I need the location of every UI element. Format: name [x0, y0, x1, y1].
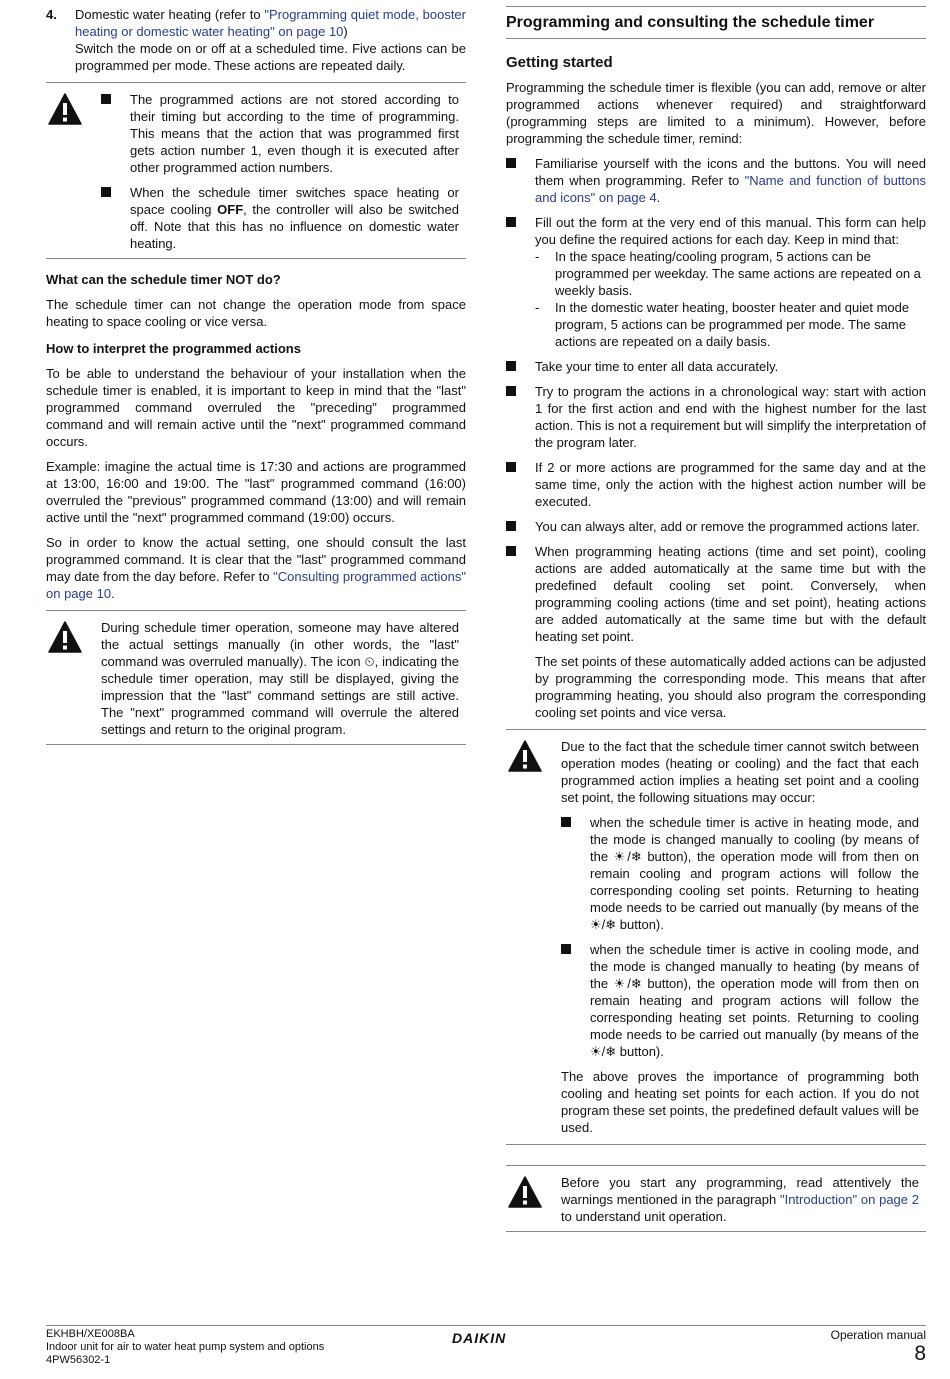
link-name-and-function[interactable]: "Name and function of buttons and icons" on page 4 — [535, 173, 926, 205]
bullet-item — [561, 941, 919, 1060]
schedule-timer-icon: ⏲ — [364, 654, 375, 669]
warning-box-manual-override — [46, 610, 466, 745]
bullet-item — [101, 184, 459, 252]
sub-title: Getting started — [506, 54, 613, 71]
bullet-icon — [506, 383, 535, 451]
list-item-4 — [46, 6, 466, 82]
bullet-text: If 2 or more actions are programmed for the same day and at the same time, only the action with the highest action number will be executed. — [535, 460, 926, 509]
heat-cool-icon: ☀/❄ — [613, 976, 642, 991]
heading-interpret: How to interpret the programmed actions — [46, 341, 301, 356]
item-lead-end: ) — [343, 24, 348, 39]
bullet-item — [506, 155, 926, 206]
dash-item: - In the space heating/cooling program, 5 actions can be programmed per weekday. The same actions are repeated on a weekly basis. — [535, 248, 926, 299]
warning-text: During schedule timer operation, someone may have altered the actual settings manually (in other words, the "last" command was overruled manually). The icon — [101, 620, 459, 669]
warning-text-end: to understand unit operation. — [561, 1209, 727, 1224]
footer-model: EKHBH/XE008BA — [46, 1328, 135, 1340]
bullet-icon — [101, 184, 130, 252]
dash-item: - In the domestic water heating, booster heater and quiet mode program, 5 actions can be programmed per mode. The same actions are repeated on a daily basis. — [535, 299, 926, 350]
item-lead: Domestic water heating (refer to — [75, 7, 265, 22]
bullet-text: Fill out the form at the very end of this manual. This form can help you define the required actions for each day. Keep in mind that: — [535, 215, 926, 247]
bullet-item — [506, 358, 926, 375]
para-consult-text: So in order to know the actual setting, one should consult the last programmed command. It is clear that the "last" programmed command may date from the day before. Refer to — [46, 535, 466, 584]
footer-left — [46, 1328, 324, 1367]
bullet-icon — [561, 941, 590, 1060]
bullet-text: Take your time to enter all data accurately. — [535, 359, 779, 374]
warning-text: Before you start any programming, read attentively the warnings mentioned in the paragraph — [561, 1175, 919, 1207]
section-title: Programming and consulting the schedule timer — [506, 6, 926, 39]
bullet-text: when the schedule timer is active in heating mode, and the mode is changed manually to cooling (by means of the — [590, 815, 919, 864]
dash-text: In the space heating/cooling program, 5 actions can be programmed per weekday. The same actions are repeated on a weekly basis. — [555, 249, 921, 298]
para-consult — [46, 534, 466, 602]
bullet-text: When the schedule timer switches space heating or space cooling — [130, 185, 459, 217]
heat-cool-icon: ☀/❄ — [613, 849, 642, 864]
footer-right — [831, 1328, 926, 1366]
footer-doc-code: 4PW56302-1 — [46, 1354, 111, 1366]
heat-cool-icon: ☀/❄ — [590, 917, 617, 932]
bullet-text: Try to program the actions in a chronological way: start with action 1 for the first action and end with the highest number for the last action. This is not a requirement but will simplify the interpretation of the program later. — [535, 384, 926, 450]
bullet-text: button). — [616, 917, 664, 932]
item-text: Switch the mode on or off at a scheduled time. Five actions can be programmed per mode. These actions are repeated daily. — [75, 41, 466, 73]
bullet-icon — [506, 358, 535, 375]
bullet-text: button), the operation mode will from then on remain cooling and program actions will follow the corresponding cooling set points. Returning to heating mode needs to be carried out manually (by means of the — [590, 849, 919, 915]
link-consulting-programmed-actions[interactable]: "Consulting programmed actions" on page 10 — [46, 569, 467, 601]
bullet-subpara: The set points of these automatically added actions can be adjusted by programming the corresponding mode. This means that after programming heating, you should also program the corresponding cooling set points and vice versa. — [535, 654, 926, 720]
bullet-text-end: . — [656, 190, 661, 205]
para-example: Example: imagine the actual time is 17:30 and actions are programmed at 13:00, 16:00 and 19:00. The "last" programmed command (16:00) overruled the "previous" programmed command (13:00) and will remain active until the "next" programmed command (19:00) occurs. — [46, 459, 466, 525]
bullet-item — [101, 91, 459, 176]
footer-divider — [46, 1325, 926, 1326]
bold-off: OFF — [217, 202, 244, 217]
intro-para: Programming the schedule timer is flexible (you can add, remove or alter programmed actions whenever required) and straightforward (programming steps are limited to a minimum). However, before programming the schedule timer, remind: — [506, 80, 926, 146]
bullet-text-end: , the controller will also be switched off. Note that this has no influence on domestic water heating. — [130, 202, 459, 251]
brand-logo: DAIKIN — [452, 1330, 507, 1346]
bullet-item — [506, 214, 926, 350]
link-introduction[interactable]: "Introduction" on page 2 — [779, 1192, 919, 1207]
bullet-icon — [506, 459, 535, 510]
right-column — [506, 6, 926, 1244]
link-programming-quiet-mode[interactable]: "Programming quiet mode, booster heating or domestic water heating" on page 10 — [75, 7, 466, 39]
warning-icon — [506, 1174, 561, 1225]
warning-box-before-programming — [506, 1165, 926, 1232]
bullet-text: The programmed actions are not stored according to their timing but according to the time of programming. This means that the action that was programmed first gets action number 1, even though it is executed after other programmed action numbers. — [130, 92, 459, 175]
warning-box-programmed-actions — [46, 82, 466, 259]
warning-icon — [506, 738, 561, 1136]
dash-text: In the domestic water heating, booster heater and quiet mode program, 5 actions can be programmed per mode. The same actions are repeated on a daily basis. — [555, 300, 910, 349]
bullet-icon — [506, 214, 535, 350]
bullet-text: When programming heating actions (time and set point), cooling actions are added automatically at the same time but with the predefined default cooling set point. Conversely, when programming cooling actions (time and set point), heating actions are added automatically at the same time but with the default heating set point. — [535, 544, 926, 644]
dash-list — [535, 248, 926, 350]
page-number: 8 — [914, 1342, 926, 1365]
bullet-text: when the schedule timer is active in cooling mode, and the mode is changed manually to heating (by means of the — [590, 942, 919, 991]
para-not-do: The schedule timer can not change the operation mode from space heating to space cooling or vice versa. — [46, 297, 466, 329]
bullet-item — [506, 543, 926, 721]
footer-manual: Operation manual — [830, 1328, 926, 1342]
footer-description: Indoor unit for air to water heat pump system and options — [46, 1341, 325, 1353]
para-consult-end: . — [111, 586, 115, 601]
bullet-text: You can always alter, add or remove the programmed actions later. — [535, 519, 920, 534]
reminder-list — [506, 155, 926, 721]
bullet-icon — [561, 814, 590, 933]
bullet-text: Familiarise yourself with the icons and the buttons. You will need them when programming. Refer to — [535, 156, 926, 188]
bullet-icon — [506, 543, 535, 721]
warning-text-end: , indicating the schedule timer operation, may still be displayed, giving the impression that the "last" command settings are still active. The "next" programmed command will overrule the altered settings and return to the original program. — [101, 654, 459, 737]
warning-icon — [46, 91, 101, 252]
bullet-text: button). — [616, 1044, 664, 1059]
bullet-item — [561, 814, 919, 933]
warning-box-operation-modes — [506, 729, 926, 1145]
heading-not-do: What can the schedule timer NOT do? — [46, 272, 281, 287]
bullet-icon — [506, 155, 535, 206]
bullet-item — [506, 518, 926, 535]
bullet-item — [506, 459, 926, 510]
left-column — [46, 6, 466, 757]
bullet-item — [506, 383, 926, 451]
warning-icon — [46, 619, 101, 738]
heat-cool-icon: ☀/❄ — [590, 1044, 617, 1059]
bullet-icon — [101, 91, 130, 176]
bullet-icon — [506, 518, 535, 535]
warning-outro: The above proves the importance of programming both cooling and heating set points for each action. If you do not program these set points, the predefined default values will be used. — [561, 1069, 919, 1135]
warning-intro: Due to the fact that the schedule timer cannot switch between operation modes (heating or cooling) and the fact that each programmed action implies a heating set point and a cooling set point, the following situations may occur: — [561, 739, 919, 805]
bullet-text: button), the operation mode will from then on remain heating and program actions will follow the corresponding heating set points. Returning to cooling mode needs to be carried out manually (by means of the — [590, 976, 919, 1042]
para-interpret: To be able to understand the behaviour of your installation when the schedule timer is enabled, it is important to keep in mind that the "last" programmed command overruled the "preceding" programmed command and will remain active until the "next" programmed command occurs. — [46, 366, 466, 449]
item-number: 4. — [46, 7, 57, 22]
